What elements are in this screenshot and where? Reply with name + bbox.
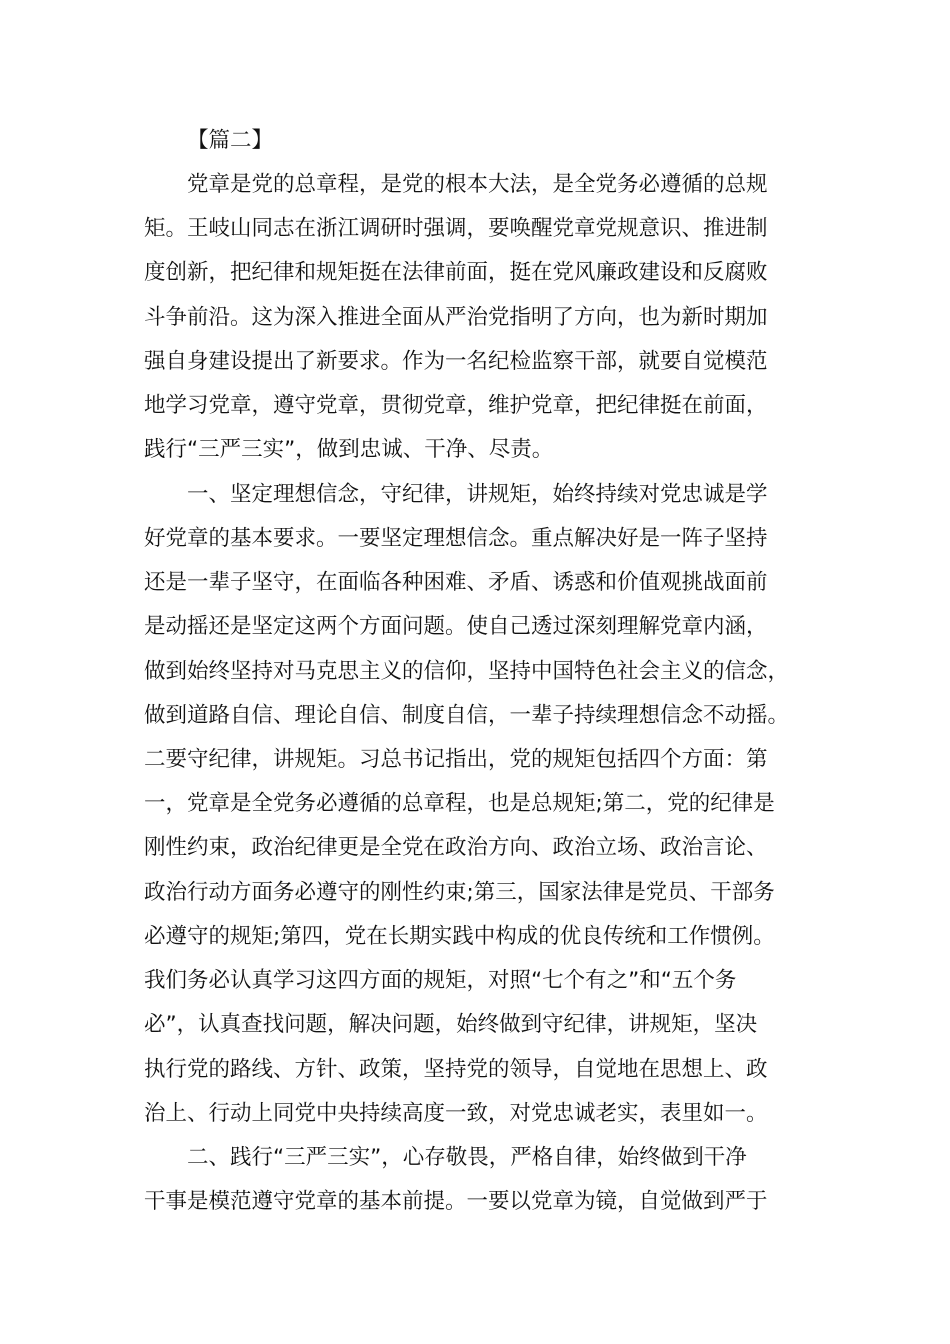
paragraph-line: 做到始终坚持对马克思主义的信仰，坚持中国特色社会主义的信念，	[144, 659, 790, 684]
paragraph-line: 一、坚定理想信念，守纪律，讲规矩，始终持续对党忠诚是学	[187, 482, 768, 507]
paragraph-line: 必”，认真查找问题，解决问题，始终做到守纪律，讲规矩，坚决	[144, 1012, 758, 1037]
paragraph-line: 做到道路自信、理论自信、制度自信，一辈子持续理想信念不动摇。	[144, 703, 790, 728]
paragraph-line: 地学习党章，遵守党章，贯彻党章，维护党章，把纪律挺在前面，	[144, 393, 768, 418]
section-heading: 【篇二】	[187, 128, 274, 153]
paragraph-line: 党章是党的总章程，是党的根本大法，是全党务必遵循的总规	[187, 172, 768, 197]
paragraph-line: 好党章的基本要求。一要坚定理想信念。重点解决好是一阵子坚持	[144, 526, 768, 551]
paragraph-line: 强自身建设提出了新要求。作为一名纪检监察干部，就要自觉模范	[144, 349, 768, 374]
paragraph-line: 刚性约束，政治纪律更是全党在政治方向、政治立场、政治言论、	[144, 835, 768, 860]
paragraph-line: 度创新，把纪律和规矩挺在法律前面，挺在党风廉政建设和反腐败	[144, 260, 768, 285]
paragraph-line: 干事是模范遵守党章的基本前提。一要以党章为镜，自觉做到严于	[144, 1189, 768, 1214]
paragraph-line: 治上、行动上同党中央持续高度一致，对党忠诚老实，表里如一。	[144, 1101, 768, 1126]
paragraph-line: 二、践行“三严三实”，心存敬畏，严格自律，始终做到干净	[187, 1145, 747, 1170]
paragraph-line: 必遵守的规矩;第四，党在长期实践中构成的优良传统和工作惯例。	[144, 924, 775, 949]
paragraph-line: 执行党的路线、方针、政策，坚持党的领导，自觉地在思想上、政	[144, 1057, 768, 1082]
paragraph-line: 政治行动方面务必遵守的刚性约束;第三，国家法律是党员、干部务	[144, 880, 775, 905]
paragraph-line: 践行“三严三实”，做到忠诚、干净、尽责。	[144, 437, 554, 462]
paragraph-line: 矩。王岐山同志在浙江调研时强调，要唤醒党章党规意识、推进制	[144, 216, 768, 241]
paragraph-line: 是动摇还是坚定这两个方面问题。使自己透过深刻理解党章内涵，	[144, 614, 768, 639]
paragraph-line: 二要守纪律，讲规矩。习总书记指出，党的规矩包括四个方面：第	[144, 747, 768, 772]
paragraph-line: 还是一辈子坚守，在面临各种困难、矛盾、诱惑和价值观挑战面前	[144, 570, 768, 595]
paragraph-line: 一，党章是全党务必遵循的总章程，也是总规矩;第二，党的纪律是	[144, 791, 775, 816]
paragraph-line: 我们务必认真学习这四方面的规矩，对照“七个有之”和“五个务	[144, 968, 737, 993]
paragraph-line: 斗争前沿。这为深入推进全面从严治党指明了方向，也为新时期加	[144, 305, 768, 330]
